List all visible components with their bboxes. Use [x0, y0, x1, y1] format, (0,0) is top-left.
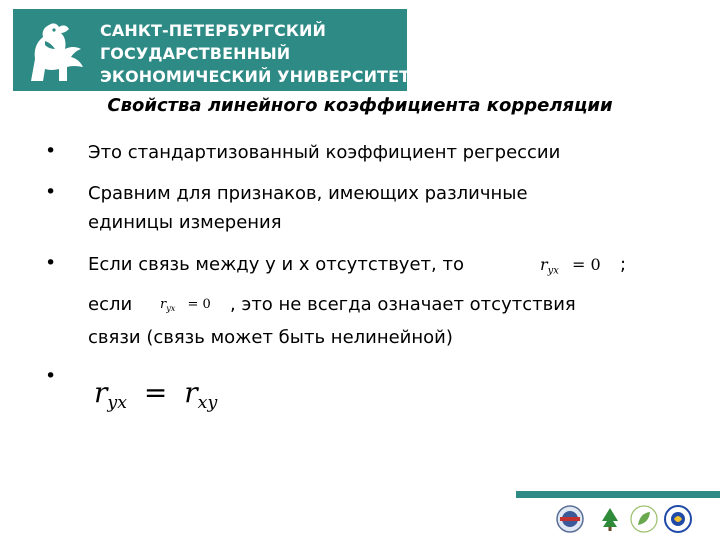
bullet-2-line-2: единицы измерения: [88, 212, 282, 233]
formula-sub: yx: [166, 303, 176, 313]
bullet-3-text: Если связь между у и х отсутствует, то: [88, 254, 464, 275]
tree-logo: [596, 505, 624, 533]
blue-round-logo: [664, 505, 692, 533]
bullet-3-semicolon: ;: [620, 254, 627, 275]
formula-r-yx-zero: [540, 252, 601, 284]
formula-val: 0: [202, 297, 211, 312]
footer-rule: [516, 491, 720, 498]
bullet-3-cont-end: , это не всегда означает отсутствия: [230, 294, 576, 315]
formula-var: r: [540, 255, 548, 274]
formula-lhs: r: [94, 376, 108, 409]
bullet-2-line-1: Сравним для признаков, имеющих различные: [88, 183, 528, 204]
formula-r-yx-zero-small: [160, 293, 211, 321]
university-name-line-1: САНКТ-ПЕТЕРБУРГСКИЙ: [100, 21, 326, 40]
bullet-3-line-1: [88, 252, 464, 278]
formula-eq: =: [143, 376, 168, 409]
formula-rhs: r: [184, 376, 198, 409]
formula-rhs-sub: xy: [197, 393, 218, 414]
formula-eq: =: [571, 255, 586, 274]
bullet-3-line-3: связи (связь может быть нелинейной): [88, 327, 453, 348]
slide-title: Свойства линейного коэффициента корреляции: [107, 95, 613, 116]
bullet-3-cont-start: если: [88, 294, 133, 315]
green-leaf-logo: [630, 505, 658, 533]
formula-r-yx-equals-r-xy: [94, 375, 217, 421]
university-header: [13, 9, 411, 91]
bullet-1-text: Это стандартизованный коэффициент регрессии: [88, 142, 561, 163]
formula-lhs-sub: yx: [107, 393, 127, 414]
bullet-marker: •: [45, 181, 57, 203]
bullet-marker: •: [45, 140, 57, 162]
formula-eq: =: [187, 297, 199, 312]
formula-sub: yx: [547, 265, 559, 277]
formula-val: 0: [590, 255, 601, 274]
griffin-icon: [21, 15, 93, 87]
bullet-marker: •: [45, 365, 57, 387]
university-name-line-2: ГОСУДАРСТВЕННЫЙ: [100, 44, 291, 63]
emblem-logo-1: [556, 505, 584, 533]
bullet-marker: •: [45, 252, 57, 274]
formula-var: r: [160, 297, 167, 312]
university-name-line-3: ЭКОНОМИЧЕСКИЙ УНИВЕРСИТЕТ: [100, 67, 411, 86]
